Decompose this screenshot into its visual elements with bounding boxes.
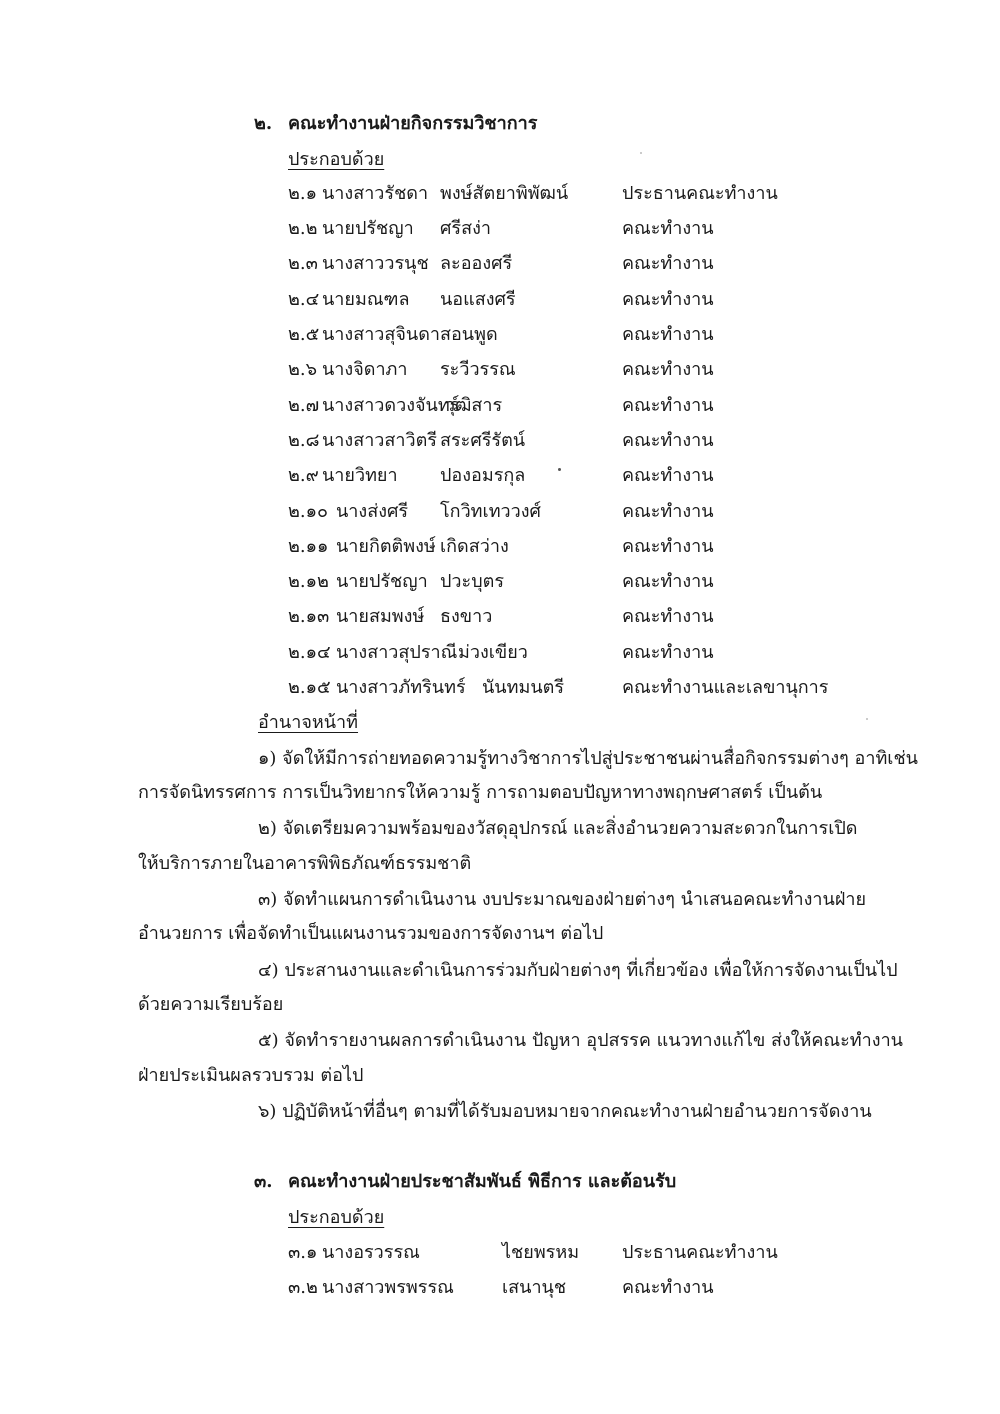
member-first-name: นายปรัชญา: [336, 571, 428, 592]
member-row: [288, 1237, 848, 1267]
member-first-name: นายวิทยา: [322, 465, 398, 486]
member-row: [288, 601, 848, 631]
member-last-name: เกิดสว่าง: [440, 536, 509, 557]
member-last-name: ระวีวรรณ: [440, 359, 516, 380]
member-role: คณะทำงาน: [622, 218, 714, 239]
section-number: ๓.: [254, 1171, 273, 1192]
member-row: [288, 496, 848, 526]
member-row: [288, 354, 848, 384]
member-row: [288, 248, 848, 278]
member-row: [288, 1272, 848, 1302]
member-role: คณะทำงาน: [622, 571, 714, 592]
duty-line: ๔) ประสานงานและดำเนินการร่วมกับฝ่ายต่างๆ ที่เกี่ยวข้อง เพื่อให้การจัดงานเป็นไป: [258, 960, 898, 981]
member-role: คณะทำงาน: [622, 1277, 714, 1298]
member-number: ๒.๑๔: [288, 642, 331, 663]
member-last-name: พงษ์สัตยาพิพัฒน์: [440, 183, 569, 204]
member-row: [288, 178, 848, 208]
section-number: ๒.: [254, 113, 273, 134]
member-role: คณะทำงาน: [622, 324, 714, 345]
member-last-name: นันทมนตรี: [482, 677, 565, 698]
member-row: [288, 213, 848, 243]
duty-line-continued: อำนวยการ เพื่อจัดทำเป็นแผนงานรวมของการจัดงานฯ ต่อไป: [138, 923, 604, 944]
member-number: ๒.๑๓: [288, 606, 330, 627]
section-3-heading: [254, 1166, 676, 1195]
member-row: [288, 390, 848, 420]
member-role: คณะทำงาน: [622, 359, 714, 380]
member-number: ๓.๒: [288, 1277, 318, 1298]
scan-speck: [866, 718, 868, 720]
member-role: คณะทำงาน: [622, 536, 714, 557]
member-first-name: นางสาววรนุช: [322, 253, 429, 274]
member-first-name: นางอรวรรณ: [322, 1242, 420, 1263]
member-last-name: สระศรีรัตน์: [440, 430, 526, 451]
member-number: ๒.๕: [288, 324, 320, 345]
member-last-name: ละอองศรี: [440, 253, 513, 274]
member-first-name: นางจิดาภา: [322, 359, 408, 380]
member-first-name: นายปรัชญา: [322, 218, 414, 239]
member-number: ๒.๘: [288, 430, 320, 451]
member-row: [288, 319, 848, 349]
member-last-name: นอแสงศรี: [440, 289, 516, 310]
member-row: [288, 425, 848, 455]
member-last-name: ม่วงเขียว: [458, 642, 528, 663]
member-number: ๒.๙: [288, 465, 319, 486]
duty-line-continued: ให้บริการภายในอาคารพิพิธภัณฑ์ธรรมชาติ: [138, 853, 472, 874]
member-last-name: ไชยพรหม: [502, 1242, 580, 1263]
member-first-name: นางสาวสาวิตรี: [322, 430, 437, 451]
member-row: [288, 531, 848, 561]
member-number: ๒.๔: [288, 289, 320, 310]
composed-of-heading: ประกอบด้วย: [288, 1207, 385, 1228]
member-role: คณะทำงาน: [622, 253, 714, 274]
member-last-name: วุฒิสาร: [445, 395, 503, 416]
member-last-name: ศรีสง่า: [440, 218, 491, 239]
member-number: ๒.๑๐: [288, 501, 328, 522]
duty-line-continued: ด้วยความเรียบร้อย: [138, 994, 284, 1015]
scan-speck: [640, 152, 642, 154]
member-last-name: เสนานุช: [502, 1277, 567, 1298]
member-number: ๒.๒: [288, 218, 318, 239]
member-role: คณะทำงาน: [622, 606, 714, 627]
member-number: ๒.๑๒: [288, 571, 329, 592]
member-number: ๒.๗: [288, 395, 320, 416]
member-role: ประธานคณะทำงาน: [622, 183, 778, 204]
member-first-name: นางสาวพรพรรณ: [322, 1277, 454, 1298]
member-role: คณะทำงาน: [622, 501, 714, 522]
member-first-name: นายมณฑล: [322, 289, 410, 310]
scan-speck: [558, 468, 561, 471]
member-last-name: ธงขาว: [440, 606, 493, 627]
member-row: [288, 566, 848, 596]
member-first-name: นายสมพงษ์: [336, 606, 425, 627]
member-number: ๒.๓: [288, 253, 318, 274]
member-role: คณะทำงาน: [622, 430, 714, 451]
member-first-name: นางสาวสุจินดา: [322, 324, 441, 345]
member-first-name: นางสาวสุปราณี: [336, 642, 458, 663]
duty-line: ๖) ปฏิบัติหน้าที่อื่นๆ ตามที่ได้รับมอบหมายจากคณะทำงานฝ่ายอำนวยการจัดงาน: [258, 1101, 872, 1122]
member-first-name: นางส่งศรี: [336, 501, 409, 522]
duty-line: ๕) จัดทำรายงานผลการดำเนินงาน ปัญหา อุปสรรค แนวทางแก้ไข ส่งให้คณะทำงาน: [258, 1030, 903, 1051]
member-number: ๓.๑: [288, 1242, 318, 1263]
duty-line: ๒) จัดเตรียมความพร้อมของวัสดุอุปกรณ์ และสิ่งอำนวยความสะดวกในการเปิด: [258, 818, 858, 839]
duty-line-continued: การจัดนิทรรศการ การเป็นวิทยากรให้ความรู้ การถามตอบปัญหาทางพฤกษศาสตร์ เป็นต้น: [138, 782, 823, 803]
composed-of-heading: ประกอบด้วย: [288, 149, 385, 170]
member-first-name: นายกิตติพงษ์: [336, 536, 436, 557]
member-number: ๒.๖: [288, 359, 318, 380]
section-title: คณะทำงานฝ่ายกิจกรรมวิชาการ: [288, 113, 538, 134]
member-last-name: ปวะบุตร: [440, 571, 504, 592]
duty-line-continued: ฝ่ายประเมินผลรวบรวม ต่อไป: [138, 1065, 364, 1086]
member-role: คณะทำงาน: [622, 395, 714, 416]
member-role: คณะทำงาน: [622, 465, 714, 486]
member-row: [288, 284, 848, 314]
duty-line: ๑) จัดให้มีการถ่ายทอดความรู้ทางวิชาการไปสู่ประชาชนผ่านสื่อกิจกรรมต่างๆ อาทิเช่น: [258, 748, 918, 769]
member-last-name: โกวิทเทววงศ์: [440, 501, 541, 522]
member-role: คณะทำงานและเลขานุการ: [622, 677, 829, 698]
member-role: คณะทำงาน: [622, 642, 714, 663]
member-first-name: นางสาวดวงจันทร์: [322, 395, 460, 416]
duty-line: ๓) จัดทำแผนการดำเนินงาน งบประมาณของฝ่ายต่างๆ นำเสนอคณะทำงานฝ่าย: [258, 889, 867, 910]
member-first-name: นางสาวภัทรินทร์: [336, 677, 466, 698]
section-title: คณะทำงานฝ่ายประชาสัมพันธ์ พิธีการ และต้อนรับ: [288, 1171, 677, 1192]
member-row: [288, 460, 848, 490]
member-role: คณะทำงาน: [622, 289, 714, 310]
member-row: [288, 672, 848, 702]
section-2-heading: [254, 108, 537, 137]
member-first-name: นางสาวรัชดา: [322, 183, 429, 204]
member-row: [288, 637, 848, 667]
member-number: ๒.๑๕: [288, 677, 331, 698]
member-number: ๒.๑๑: [288, 536, 329, 557]
member-number: ๒.๑: [288, 183, 318, 204]
member-last-name: สอนพูด: [440, 324, 498, 345]
member-last-name: ปองอมรกุล: [440, 465, 526, 486]
member-role: ประธานคณะทำงาน: [622, 1242, 778, 1263]
duties-heading: อำนาจหน้าที่: [258, 712, 359, 733]
